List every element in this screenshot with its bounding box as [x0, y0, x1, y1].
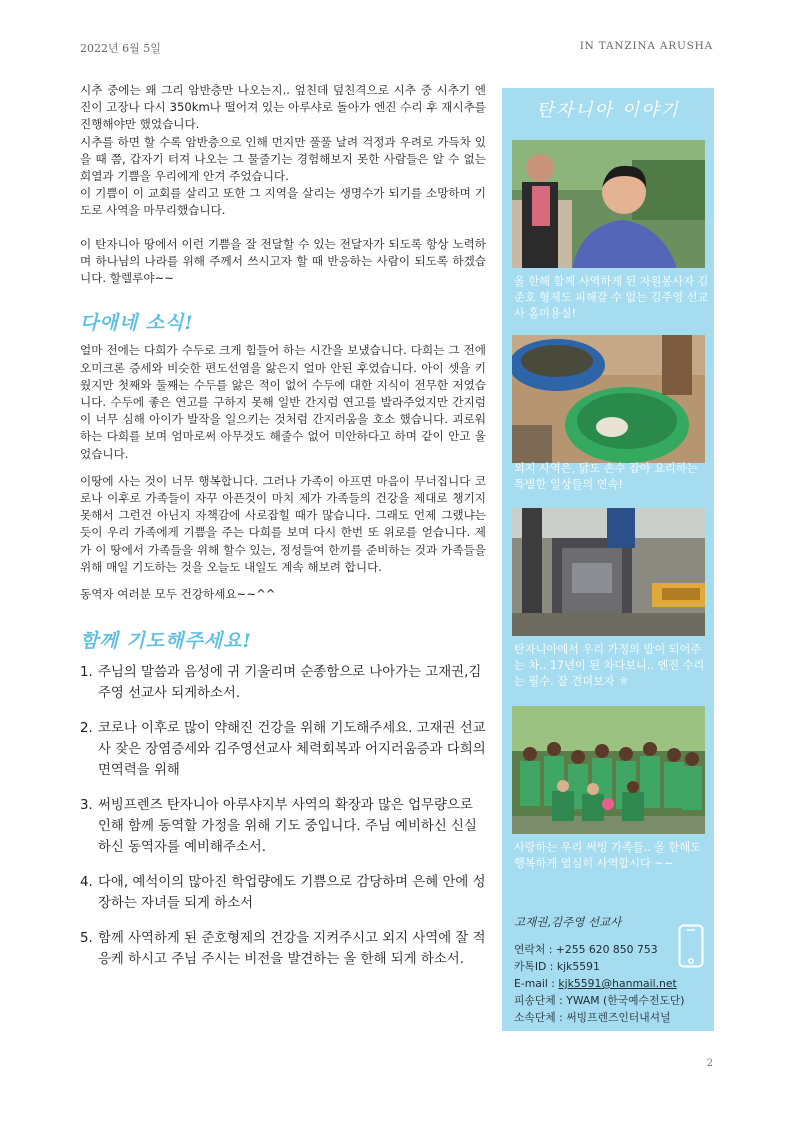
contact-kakao: 카톡ID : kjk5591	[514, 960, 600, 973]
prayer-item: 2. 코로나 이후로 많이 약해진 건강을 위해 기도해주세요. 고재권 선교사 잦은 장염증세와 김주영선교사 체력회복과 어지러움증과 다희의 면역력을 위해	[80, 721, 486, 779]
dahee-paragraph: 동역자 여러분 모두 건강하세요~~^^	[80, 587, 276, 602]
photo-caption: 올 한해 함께 사역하게 된 자원봉사자 김준호 형제도 피해갈 수 없는 김주영 선교사 홈미용실!	[514, 275, 709, 320]
sidebar-panel	[502, 88, 714, 1031]
intro-paragraph: 이 탄자니아 땅에서 이런 기쁨을 잘 전달할 수 있는 전달자가 되도록 항상 노력하며 하나님의 나라를 위해 주께서 쓰시고자 할 때 반응하는 사람이 되도록 하겠습니다. 할렐루야~~	[80, 236, 486, 286]
contact-email-line: E-mail : kjk5591@hanmail.net	[514, 977, 677, 990]
page-number: 2	[706, 1058, 713, 1069]
sidebar-title: 탄자니아 이야기	[536, 100, 680, 121]
header-title: IN TANZINA ARUSHA	[579, 40, 713, 52]
contact-phone: 연락처 : +255 620 850 753	[514, 943, 658, 956]
header-date: 2022년 6월 5일	[80, 42, 161, 55]
photo-caption: 탄자니아에서 우리 가정의 발이 되어주는 차.. 17년이 된 차다보니.. 엔진 수리는 필수. 잘 견뎌보자 ㅎ	[514, 643, 705, 688]
prayer-item: 3. 써빙프렌즈 탄자니아 아루샤지부 사역의 확장과 많은 업무량으로 인해 함께 동역할 가정을 위해 기도 중입니다. 주님 예비하신 신실하신 동역자를 예비해주소서.	[80, 798, 477, 856]
main-column	[80, 82, 486, 984]
photo-group	[512, 706, 705, 834]
dahee-paragraph: 이땅에 사는 것이 너무 행복합니다. 그러나 가족이 아프면 마음이 무너집니다 코로나 이후로 가족들이 자꾸 아픈것이 마치 제가 가족들의 건강을 제대로 챙기지 못해서 그런건 아닌지 자책감에 사로잡힐 때가 많습니다. 그래도 언제 그랬냐는 듯이 우리 가족에게 기쁨을 주는 다희를 보며 다시 한번 또 위로를 얻습니다. 제가 이 땅에서 가족들을 위해 할수 있는, 정성들여 한끼를 준비하는 것과 가족들을 위해 매일 기도하는 것을 오늘도 내일도 계속 해보려 합니다.	[80, 473, 486, 574]
contact-org-dispatch: 피송단체 : YWAM (한국예수전도단)	[514, 994, 685, 1007]
photo-haircut	[512, 140, 705, 268]
smartphone-icon	[678, 924, 704, 968]
intro-paragraph: 시추 중에는 왜 그리 암반층만 나오는지.. 엎친데 덮친격으로 시추 중 시추기 엔진이 고장나 다시 350km나 떨어져 있는 아루샤로 돌아가 엔진 수리 후 재시추를 진행해야만 했었습니다.	[80, 83, 486, 132]
dahee-paragraph: 얼마 전에는 다희가 수두로 크게 힘들어 하는 시간을 보냈습니다. 다희는 그 전에 오미크론 증세와 비슷한 편도선염을 앓은지 얼마 안된 후였습니다. 아이 셋을 키웠지만 첫째와 둘째는 수두를 앓은 적이 없어 수두에 대한 지식이 전무한 저였습니다. 수두에 좋은 연고를 구하지 못해 일반 간지럼 연고를 발라주었지만 간지럼이 너무 심해 아이가 발작을 일으키는 것처럼 간지러움을 호소 했습니다. 괴로워 하는 다희를 보며 엄마로써 아무것도 해줄수 없어 미안하다고 하며 같이 안고 울었습니다.	[80, 343, 486, 461]
intro-paragraph: 이 기쁨이 이 교회를 살리고 또한 그 지역을 살리는 생명수가 되기를 소망하며 기도로 사역을 마무리했습니다.	[80, 186, 486, 218]
contact-name: 고재권,김주영 선교사	[514, 915, 622, 929]
prayer-item: 4. 다애, 예석이의 많아진 학업량에도 기쁨으로 감당하며 은혜 안에 성장하는 자녀들 되게 하소서	[80, 875, 486, 912]
photo-caption: 외지 사역은, 닭도 손수 잡아 요리하는 특별한 일상들의 연속!	[514, 462, 698, 491]
prayer-item: 1. 주님의 말씀과 음성에 귀 기울리며 순종함으로 나아가는 고재권,김주영 선교사 되게하소서.	[80, 665, 482, 702]
photo-caption: 사랑하는 우리 써빙 가족들.. 올 한해도 행복하게 열심히 사역합시다 ~~	[514, 841, 702, 870]
prayer-item: 5. 함께 사역하게 된 준호형제의 건강을 지켜주시고 외지 사역에 잘 적응케 하시고 주님 주시는 비전을 발견하는 올 한해 되게 하소서.	[80, 931, 486, 968]
photo-engine	[512, 508, 705, 636]
contact-org-member: 소속단체 : 써빙프렌즈인터내셔널	[514, 1011, 671, 1024]
dahee-section-title: 다애네 소식!	[80, 312, 194, 335]
contact-email-link[interactable]: kjk5591@hanmail.net	[558, 977, 677, 990]
prayer-section-title: 함께 기도해주세요!	[80, 630, 252, 653]
prayer-list	[80, 662, 486, 970]
photo-chicken	[512, 335, 705, 463]
intro-paragraph: 시추를 하면 할 수록 암반층으로 인해 먼지만 풀풀 날려 걱정과 우려로 가득차 있을 때 쯤, 갑자기 터져 나오는 그 물줄기는 경험해보지 못한 사람들은 알 수 없는 희열과 기쁨을 우리에게 안겨 주었습니다.	[80, 134, 486, 184]
